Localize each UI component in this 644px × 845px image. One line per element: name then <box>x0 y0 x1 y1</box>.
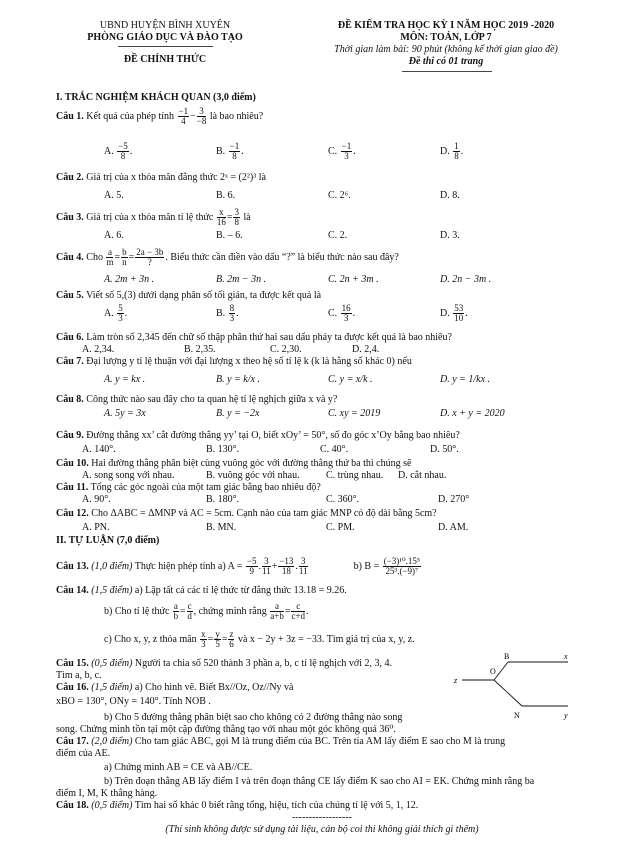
question-5: Câu 5. Viết số 5,(3) dưới dạng phân số tối giản, ta được kết quả là <box>56 290 322 301</box>
question-12: Câu 12. Cho ΔABC = ΔMNP và AC = 5cm. Cạnh nào của tam giác MNP có độ dài bằng 5cm? <box>56 508 437 519</box>
label-o: O <box>490 667 496 676</box>
q2-option-a[interactable]: A. 5. <box>104 190 124 201</box>
q14-part-c: c) Cho x, y, z thỏa mãn $\frac{x}{3}$ = $\frac{y}{5}$ = $\frac{z}{6}$ và x − 2y + 3z = −33. Tìm giá trị của x, y, z. <box>104 629 415 649</box>
header-right <box>296 20 596 68</box>
question-1: Câu 1. Kết quả của phép tính $\frac{-1}{4}$ − $\frac{3}{-8}$ là bao nhiêu? <box>56 106 264 126</box>
q7-option-c[interactable]: C. y = x/k . <box>328 374 373 385</box>
q6-option-b[interactable]: B. 2,35. <box>184 344 216 355</box>
question-7: Câu 7. Đại lượng y tỉ lệ thuận với đại lượng x theo hệ số tỉ lệ k (k là hằng số khác 0) nếu <box>56 356 412 367</box>
q1-option-c[interactable]: C. $\frac{-1}{3}$ . <box>328 141 356 161</box>
q5-option-c[interactable]: C. $\frac{16}{3}$ . <box>328 303 356 323</box>
question-10: Câu 10. Hai đường thẳng phân biệt cùng vuông góc với đường thẳng thứ ba thì chúng sẽ <box>56 458 412 469</box>
question-15: Câu 15. (0,5 điểm) Người ta chia số 520 thành 3 phần a, b, c tỉ lệ nghịch với 2, 3, 4. <box>56 658 392 669</box>
question-9: Câu 9. Đường thẳng xx’ cắt đường thẳng yy’ tại O, biết xOy’ = 50°, số đo góc x’Oy bằng bao nhiêu? <box>56 430 460 441</box>
subject: MÔN: TOÁN, LỚP 7 <box>400 32 492 43</box>
q17-part-b: b) Trên đoạn thẳng AB lấy điểm I và trên đoạn thẳng CE lấy điểm K sao cho AI = EK. Chứng minh rằng ba <box>104 776 535 787</box>
q7-option-b[interactable]: B. y = k/x . <box>216 374 260 385</box>
question-13: Câu 13. (1,0 điểm) Thực hiện phép tính a) A = $\frac{-5}{9}$ . $\frac{3}{11}$ + $\frac{-13}{18}$ . $\frac{3}{11}$ b) B = $\frac{\text{(−3)¹⁰.15⁵}}{\text{25³.(−9)⁷}}$ <box>56 556 420 576</box>
question-14: Câu 14. (1,5 điểm) a) Lập tất cả các tỉ lệ thức từ đẳng thức 13.18 = 9.26. <box>56 585 347 596</box>
q17-part-b-cont: điểm I, M, K thẳng hàng. <box>56 788 158 799</box>
q6-option-c[interactable]: C. 2,30. <box>270 344 302 355</box>
q14-part-b: b) Cho tỉ lệ thức $\frac{a}{b}$ = $\frac{c}{d}$ , chứng minh rằng $\frac{a}{a+b}$ = $\frac{c}{c+d}$ . <box>104 601 309 621</box>
q4-option-a[interactable]: A. 2m + 3n . <box>104 274 155 285</box>
q8-option-d[interactable]: D. x + y = 2020 <box>440 408 505 419</box>
q3-option-c[interactable]: C. 2. <box>328 230 348 241</box>
q1-option-a[interactable]: A. $\frac{-5}{8}$ . <box>104 141 133 161</box>
q12-option-c[interactable]: C. PM. <box>326 522 355 533</box>
segment-on <box>494 680 522 706</box>
q17-part-a: a) Chứng minh AB = CE và AB//CE. <box>104 762 253 773</box>
question-2: Câu 2. Giá trị của x thỏa mãn đẳng thức 2ˣ = (2²)³ là <box>56 172 266 183</box>
q3-option-d[interactable]: D. 3. <box>440 230 460 241</box>
q9-option-c[interactable]: C. 40°. <box>320 444 349 455</box>
q1-option-d[interactable]: D. $\frac{1}{8}$ . <box>440 141 464 161</box>
q4-option-b[interactable]: B. 2m − 3n . <box>216 274 267 285</box>
time-limit: Thời gian làm bài: 90 phút (không kể thời gian giao đề) <box>334 44 558 55</box>
q5-option-a[interactable]: A. $\frac{5}{3}$ . <box>104 303 128 323</box>
question-6: Câu 6. Làm tròn số 2,345 đến chữ số thập phân thứ hai sau dấu phảy ta được kết quả là bao nhiêu? <box>56 332 452 343</box>
q8-option-a[interactable]: A. 5y = 3x <box>104 408 146 419</box>
authority-name: UBND HUYỆN BÌNH XUYÊN <box>99 20 231 31</box>
q9-option-b[interactable]: B. 130°. <box>206 444 240 455</box>
part2-title: II. TỰ LUẬN (7,0 điểm) <box>56 535 160 546</box>
q5-option-b[interactable]: B. $\frac{8}{3}$ . <box>216 303 239 323</box>
q9-option-d[interactable]: D. 50°. <box>430 444 459 455</box>
q2-option-c[interactable]: C. 2⁶. <box>328 190 351 201</box>
q1-option-b[interactable]: B. $\frac{-1}{8}$ . <box>216 141 244 161</box>
q11-option-c[interactable]: C. 360°. <box>326 494 360 505</box>
divider <box>118 46 213 47</box>
q8-option-b[interactable]: B. y = −2x <box>216 408 260 419</box>
q11-option-b[interactable]: B. 180°. <box>206 494 240 505</box>
q7-option-a[interactable]: A. y = kx . <box>104 374 146 385</box>
q9-option-a[interactable]: A. 140°. <box>82 444 116 455</box>
part1-title: I. TRẮC NGHIỆM KHÁCH QUAN (3,0 điểm) <box>56 92 256 103</box>
department-name: PHÒNG GIÁO DỤC VÀ ĐÀO TẠO <box>87 32 243 43</box>
question-17-cont: điểm của AE. <box>56 748 111 759</box>
q10-option-c[interactable]: C. trùng nhau. <box>326 470 384 481</box>
q10-option-a[interactable]: A. song song với nhau. <box>82 470 175 481</box>
label-z: z <box>454 676 458 685</box>
footer-note: (Thí sinh không được sử dụng tài liệu, cán bộ coi thi không giải thích gì thêm) <box>165 824 479 835</box>
q3-option-a[interactable]: A. 6. <box>104 230 124 241</box>
q10-option-d[interactable]: D. cắt nhau. <box>398 470 447 481</box>
label-n: N <box>514 711 520 720</box>
question-18: Câu 18. (0,5 điểm) Tìm hai số khác 0 biết rằng tổng, hiệu, tích của chúng tỉ lệ với 5, 1, 12. <box>56 800 419 811</box>
q4-option-c[interactable]: C. 2n + 3m . <box>328 274 379 285</box>
question-16-cont: xBO = 130°, ONy = 140°. Tính NOB . <box>56 696 211 707</box>
q2-option-d[interactable]: D. 8. <box>440 190 460 201</box>
header-left <box>60 20 270 44</box>
question-16: Câu 16. (1,5 điểm) a) Cho hình vẽ. Biết Bx//Oz, Oz//Ny và <box>56 682 294 693</box>
label-y: y <box>564 711 568 720</box>
q3-option-b[interactable]: B. – 6. <box>216 230 243 241</box>
question-8: Câu 8. Công thức nào sau đây cho ta quan hệ tỉ lệ nghịch giữa x và y? <box>56 394 338 405</box>
question-17: Câu 17. (2,0 điểm) Cho tam giác ABC, gọi M là trung điểm của BC. Trên tia AM lấy điểm E sao cho M là trung <box>56 736 506 747</box>
q4-option-d[interactable]: D. 2n − 3m . <box>440 274 492 285</box>
q11-option-a[interactable]: A. 90°. <box>82 494 111 505</box>
q11-option-d[interactable]: D. 270° <box>438 494 470 505</box>
question-15-cont: Tìm a, b, c. <box>56 670 102 681</box>
q2-option-b[interactable]: B. 6. <box>216 190 236 201</box>
q16-part-b-cont: song. Chứng minh tồn tại một cặp đường thẳng tạo với nhau một góc không quá 36⁰. <box>56 724 396 735</box>
q8-option-c[interactable]: C. xy = 2019 <box>328 408 381 419</box>
divider <box>402 71 492 72</box>
end-dashes: ------------------ <box>292 812 352 823</box>
segment-ob <box>494 662 508 680</box>
geometry-figure <box>450 650 590 722</box>
q12-option-a[interactable]: A. PN. <box>82 522 110 533</box>
page-count: Đề thi có 01 trang <box>408 56 484 67</box>
label-b: B <box>504 652 510 661</box>
question-11: Câu 11. Tổng các góc ngoài của một tam giác bằng bao nhiêu độ? <box>56 482 321 493</box>
q16-part-b: b) Cho 5 đường thẳng phân biệt sao cho không có 2 đường thẳng nào song <box>104 712 403 723</box>
q12-option-b[interactable]: B. MN. <box>206 522 237 533</box>
question-4: Câu 4. Cho $\frac{a}{m}$ = $\frac{b}{n}$ = $\frac{2a - 3b}{?}$ . Biểu thức cần điền vào dấu “?” là biểu thức nào sau đây? <box>56 247 399 267</box>
exam-title: ĐỀ KIỂM TRA HỌC KỲ I NĂM HỌC 2019 -2020 <box>337 20 555 31</box>
q6-option-a[interactable]: A. 2,34. <box>82 344 115 355</box>
label-x: x <box>564 652 568 661</box>
q7-option-d[interactable]: D. y = 1/kx . <box>440 374 491 385</box>
q12-option-d[interactable]: D. AM. <box>438 522 469 533</box>
q10-option-b[interactable]: B. vuông góc với nhau. <box>206 470 300 481</box>
question-3: Câu 3. Giá trị của x thỏa mãn tỉ lệ thức $\frac{x}{16}$ = $\frac{3}{8}$ là <box>56 207 251 227</box>
q5-option-d[interactable]: D. $\frac{53}{10}$ . <box>440 303 468 323</box>
q6-option-d[interactable]: D. 2,4. <box>352 344 380 355</box>
official-label: ĐỀ CHÍNH THỨC <box>123 54 207 65</box>
